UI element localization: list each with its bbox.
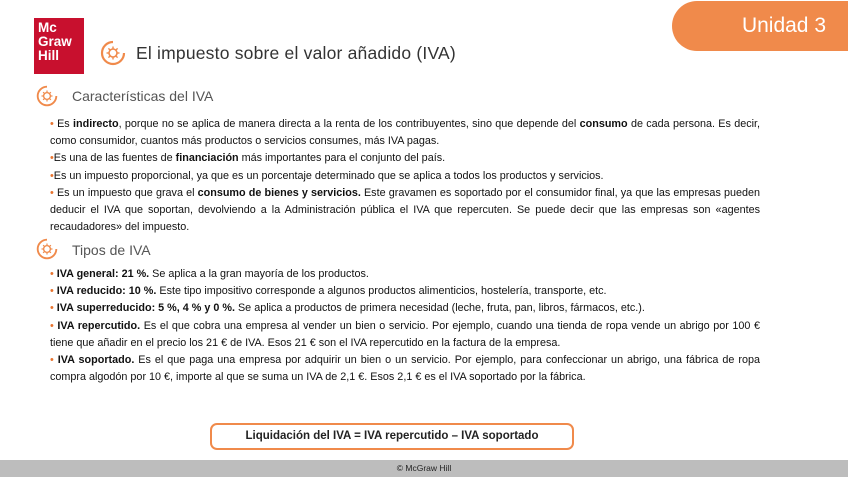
list-item [50,300,760,317]
mcgraw-hill-logo [34,18,84,74]
bullet: • [50,354,54,367]
text: Este gravamen es soportado por el consumidor final, ya que las empresas pueden deducir el IVA que soportan, devolviendo a la Administración pública el IVA que repercuten. Se puede decir que las empresas son «agentes recaudadores» del impuesto. [50,186,761,234]
bold-text: indirecto [73,118,119,130]
text: Es el que cobra una empresa al vender un bien o servicio. Por ejemplo, cuando una tienda de ropa vende un abrigo por 100 € tiene que añadir en el precio los 21 € de IVA. Esos 21 € son el IVA repercutido en la factura de la empresa. [50,319,760,349]
text: , porque no se aplica de manera directa a la renta de los contribuyentes, sino que depende del [118,118,580,130]
section-body-caracteristicas [50,116,760,236]
text: Es una de las fuentes de [53,152,176,165]
footer-copyright: © McGraw Hill [0,460,848,477]
logo-line-1: Mc [38,20,57,35]
section-title-caracteristicas: Características del IVA [72,88,214,104]
gear-sun-icon [36,85,58,107]
text: de cada persona. Es decir, como consumidor, cuantos más productos o servicios consumes, más IVA pagas. [50,118,761,148]
bullet: • [50,319,54,332]
section-title-tipos: Tipos de IVA [72,242,151,258]
unit-label: Unidad 3 [741,14,826,37]
bold-text: consumo de bienes y servicios. [197,186,361,199]
text: Se aplica a la gran mayoría de los productos. [149,268,369,280]
logo-line-3: Hill [38,48,60,63]
bullet: • [50,285,54,298]
text: Este tipo impositivo corresponde a algunos productos alimenticios, hostelería, transporte, etc. [156,285,607,298]
text: Se aplica a productos de primera necesidad (leche, fruta, pan, libros, fármacos, etc.). [234,302,645,315]
section-body-tipos [50,266,760,386]
bullet: • [50,118,54,130]
bullet: • [50,152,54,165]
list-item [50,116,760,150]
bullet: • [50,268,54,280]
text: Es [57,118,73,130]
bold-text: IVA soportado. [57,354,135,367]
text: Es el que paga una empresa por adquirir un bien o un servicio. Por ejemplo, para confeccionar un abrigo, una fábrica de ropa compra algodón por 10 €, importe al que se suma un IVA de 2,1 €. Esos 2,1 € es el IVA soportado por la fábrica. [50,354,761,384]
gear-sun-icon [36,238,58,260]
bullet: • [50,186,54,199]
page-title: El impuesto sobre el valor añadido (IVA) [136,43,456,63]
list-item [50,168,760,185]
text: Es un impuesto proporcional, ya que es un porcentaje determinado que se aplica a todos los productos y servicios. [53,169,604,182]
bullet: • [50,169,54,182]
list-item [50,352,760,386]
list-item [50,185,760,237]
logo-line-2: Graw [38,34,72,49]
bold-text: IVA general: 21 %. [56,268,150,280]
bold-text: IVA reducido: 10 %. [56,285,157,298]
bold-text: IVA repercutido. [57,319,141,332]
list-item [50,283,760,300]
bullet: • [50,302,54,315]
list-item [50,266,760,283]
unit-tab [672,1,848,51]
text: más importantes para el conjunto del país. [238,152,446,165]
bold-text: IVA superreducido: 5 %, 4 % y 0 %. [56,302,235,315]
list-item [50,318,760,352]
bold-text: consumo [579,118,628,130]
formula-box: Liquidación del IVA = IVA repercutido – IVA soportado [210,423,574,450]
list-item [50,150,760,167]
gear-sun-icon [100,40,126,66]
text: Es un impuesto que grava el [56,186,198,199]
bold-text: financiación [175,152,239,165]
